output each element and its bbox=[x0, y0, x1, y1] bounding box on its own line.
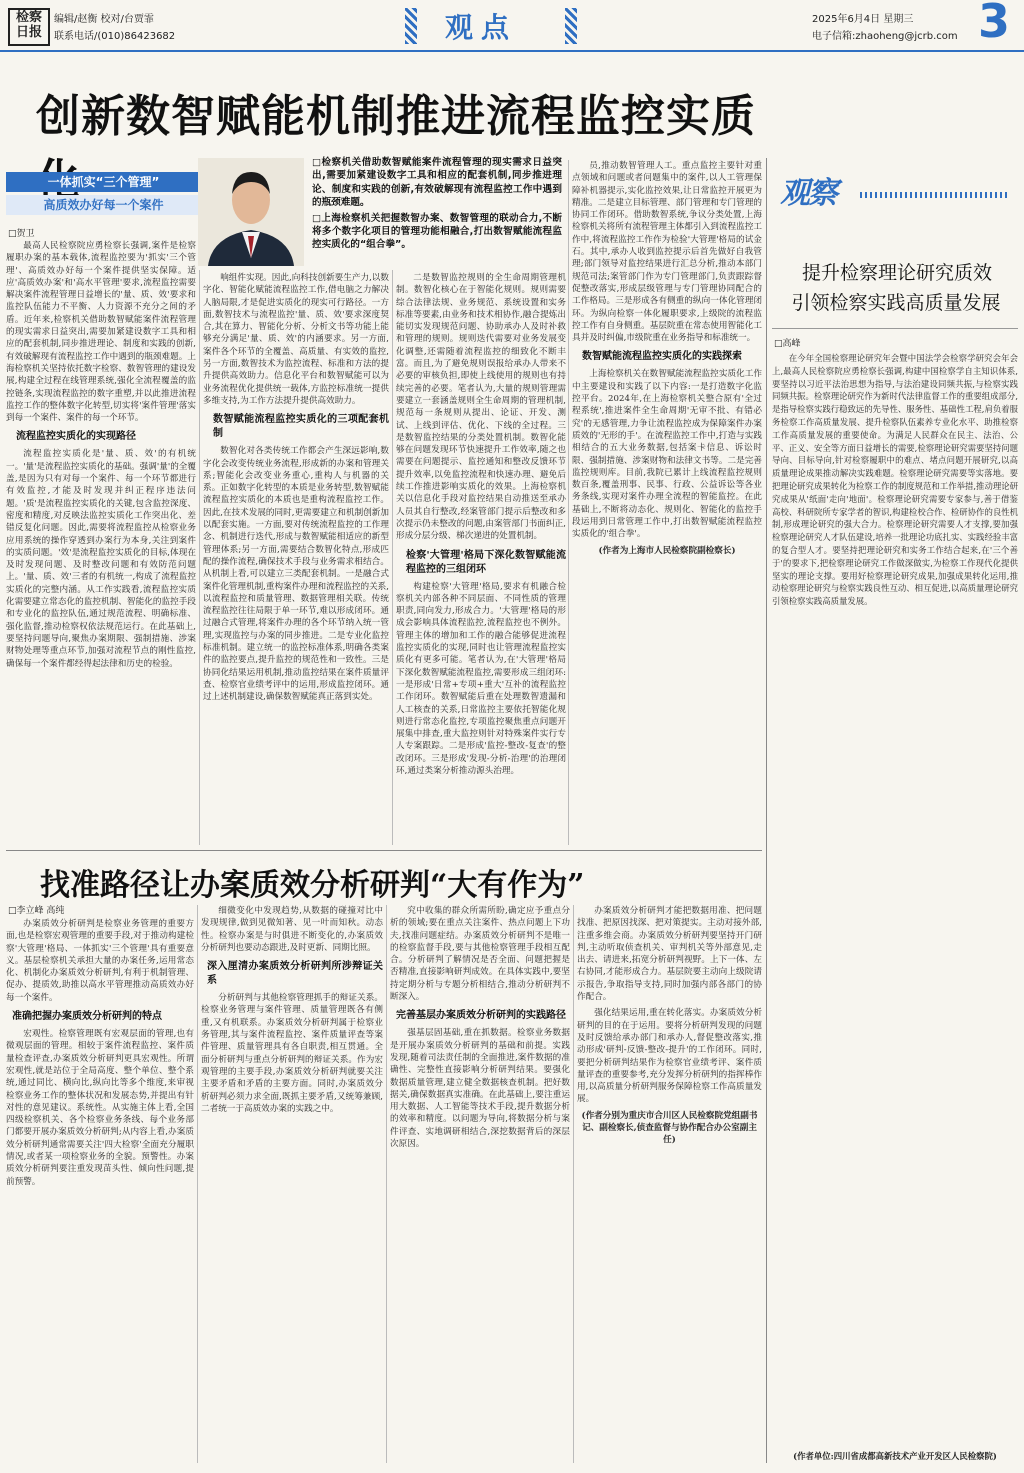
newspaper-logo: 检察日报 bbox=[8, 8, 50, 46]
sidebar-body-text: 在今年全国检察理论研究年会暨中国法学会检察学研究会年会上,最高人民检察院应勇检察长强调,构建中国检察学自主知识体系,要坚持以习近平法治思想为指导,与法治建设同频共振,与检察实践同频共振。检察理论研究作为新时代法律监督工作的重要组成部分,是指导检察实践行稳致远的先导性、服务性、基础性工程,肩负着服务检察工作高质量发展、提升检察队伍素养专业化水平、助推检察工作高质量发展的重要使命。为满足人民群众在民主、法治、公平、正义、安全等方面日益增长的需要,检察理论研究需要坚持问题导向、目标导向,针对检察履职中的难点、堵点问题开展研究,以高质量理论成果推动解决实践难题。检察理论研究需要等实落地。要把理论研究成果转化为检察工作的制度规范和工作举措,推动理论研究成果从'纸面'走向'地面'。检察理论研究需要专家参与,善于借鉴高校、科研院所专家学者的智识,构建检校合作、检研协作的良性机制,形成理论研究的强大合力。检察理论研究需要人才支撑,要加强检察理论研究人才队伍建设,培养一批理论功底扎实、实践经验丰富的复合型人才。要坚持把理论研究和实务工作结合起来,在'三个善于'的要求下,把检察理论研究工作做深做实,为检察工作现代化提供坚实的理论支撑。要用好检察理论研究成果,加强成果转化运用,推动检察理论研究与检察实践良性互动、相互促进,以高质量理论研究引领检察实践高质量发展。 bbox=[772, 353, 1018, 607]
author-portrait-icon bbox=[198, 158, 304, 266]
col-divider bbox=[392, 270, 393, 845]
article1-col4 bbox=[572, 160, 762, 845]
article2-title: 找准路径让办案质效分析研判“大有作为” bbox=[40, 868, 585, 903]
kicker-box bbox=[6, 172, 201, 216]
article2-col3-subhead: 完善基层办案质效分析研判的实践路径 bbox=[396, 1010, 566, 1022]
article2-col4-para1: 办案质效分析研判才能把数据用准、把问题找准、把原因找深、把对策提实。主动对接外部,注重多维会商。办案质效分析研判要坚持开门研判,主动听取侦查机关、审判机关等外部意见,走出去、请进来,拓宽分析研判视野。上下一体、左右协同,才能形成合力。基层院要主动向上级院请示报告,争取指导支持,同时加强内部各部门的协作配合。 bbox=[577, 906, 762, 1003]
sidebar-body bbox=[772, 352, 1018, 1442]
sidebar-divider bbox=[766, 158, 767, 1463]
article1-col4-para2: 上海检察机关在数智赋能流程监控实质化工作中主要建设和实践了以下内容:一是打造数字化监控平台。2024年,在上海检察机关整合原有'全过程系统',推进案件全生命周期'无审不批、有错必究'的无感管理,力争让流程监控成为保障案件办案质效的'无形的手'。在流程监控工作中,打造与实践相结合的五大业务数据,包括案卡信息、诉讼时限、强制措施、涉案财物和法律文书等。二是完善监控规则库。目前,我院已累计上线流程监控规则数百条,覆盖刑事、民事、行政、公益诉讼等各业务条线,实现对案件办理全流程的智能监控。在此基础上,不断将动态化、规则化、智能化的监控手段运用到日常管理工作中,打出数智赋能流程监控实质化的'组合拳'。 bbox=[572, 369, 762, 540]
sidebar-logo: 观察 bbox=[780, 176, 836, 211]
article2-col4 bbox=[577, 905, 762, 1463]
author-photo bbox=[198, 158, 304, 266]
sidebar-logo-stripe bbox=[860, 192, 1010, 198]
pull-quote bbox=[312, 156, 562, 274]
article2-col2 bbox=[201, 905, 383, 1463]
article1-col3 bbox=[396, 272, 566, 845]
article1-author: □贺卫 bbox=[8, 229, 35, 239]
article1-col2-subhead: 数智赋能流程监控实质化的三项配套机制 bbox=[213, 414, 389, 440]
page-number: 3 bbox=[978, 0, 1011, 48]
sidebar-title-rule bbox=[772, 328, 1018, 329]
article2-col1-para2: 宏观性。检察管理既有宏观层面的管理,也有微观层面的管理。相较于案件流程监控、案件质量检查评查,办案质效分析研判更具宏观性。所谓宏观性,就是站位于全局高度、整个单位、整个系统,通过同比、横向比,纵向比等多个维度,来审视检察业务工作的整体状况和发展态势,并提出有针对性的意见建议。系统性。从实施主体上看,全国四级检察机关、各个检察业务条线、每个业务部门都要开展办案质效分析研判;从内容上看,办案质效分析研判通常需要关注'四大检察'全面充分履职情况,或者某一项检察业务的全貌。预警性。办案质效分析研判要注重发现苗头性、倾向性问题,提前预警。 bbox=[6, 1029, 194, 1187]
kicker-line1: 一体抓实“三个管理” bbox=[6, 172, 201, 192]
contact-email: 电子信箱:zhaoheng@jcrb.com bbox=[812, 31, 958, 42]
pull-quote-2: □上海检察机关把握数智办案、数智管理的联动合力,不断将多个数字化项目的管理功能相融合,打出数智赋能流程监控实质化的“组合拳”。 bbox=[312, 212, 562, 251]
article1-col3-para2: 构建检察'大管理'格局,要求有机融合检察机关内部各种不同层面、不同性质的管理职责,同向发力,形成合力。'大管理'格局的形成会影响具体流程监控,流程监控也不例外。管理主体的增加和工作的融合能够促进流程监控实质化的实现,同时也让管理流程监控实质化有更多可能。笔者认为,在'大管理'格局下深化数智赋能流程监控,需要形成三组闭环:一是形成'日常+专项+重大'互补的流程监控工作闭环。数智赋能后重在处理数智遗漏和人工核查的关系,日常监控主要依托智能化规则进行常态化监控,专项监控聚焦重点问题开展集中排查,重大监控则针对特殊案件实行专人专案跟踪。二是形成'监控-整改-复查'的整改闭环。三是形成'发现-分析-治理'的治理闭环,通过类案分析推动源头治理。 bbox=[396, 581, 566, 776]
sidebar-author: □高峰 bbox=[774, 339, 801, 349]
article1-col2-para2: 数智化对各类传统工作都会产生深远影响,数字化会改变传统业务流程,形成新的办案和管理关系;智能化会改变业务重心,重构人与机器的关系。正如数字化转型的本质是业务转型,数智赋能流程监控实质化的本质也是重构流程监控工作。因此,在技术发展的同时,更需要建立和机制创新加以配套实施。一方面,要对传统流程监控的工作理念、机制进行迭代,形成与数智赋能相适应的新型管理体系;另一方面,需要结合数智化特点,形成匹配的操作流程,确保技术手段与业务需求相结合。从机制上看,可以建立三类配套机制。一是融合式案件化管理机制,重构案件办理和流程监控的关系,以流程监控和质量管理、数据管理相关联。传统流程监控往往局限于单一环节,难以形成闭环。通过融合式管理,将案件办理的各个环节纳入统一管理,实现监控与办案的同步推进。二是专业化监控标准机制。建立统一的监控标准体系,明确各类案件的监控要点,提升监控的规范性和一致性。三是协同化结果运用机制,推动监控结果在案件质量评查、检察官业绩考评中的运用,形成监控闭环。通过上述机制建设,确保数智赋能真正落到实处。 bbox=[203, 446, 389, 703]
col-divider bbox=[573, 905, 574, 1463]
article2-col2-subhead: 深入厘清办案质效分析研判所涉辩证关系 bbox=[207, 961, 383, 987]
issue-date: 2025年6月4日 星期三 bbox=[812, 14, 914, 25]
article1-col1-para2: 流程监控实质化是'量、质、效'的有机统一。'量'是流程监控实质化的基础。强调'量'的全覆盖,是因为只有对每一个案件、每一个环节都进行有效监控,才能及时发现并纠正程序违法问题。'质'是流程监控实质化的关键,包含监控深度、密度和精度,对反映法监控实质化工作突出化、差错反复化问题。因此,需要将流程监控从检察业务应用系统的操作穿透到办案行为本身,关注到案件的实质问题。'效'是流程监控实质化的目标,体现在及时发现问题、及时整改问题和有效防范问题上。'量、质、效'三者的有机统一,构成了流程监控实质化的完整内涵。从工作实践看,流程监控实质化需要建立常态化的监控机制、智能化的监控手段和专业化的监控队伍,通过规范流程、明确标准、强化监督,推动检察权依法规范运行。在此基础上,要坚持问题导向,聚焦办案期限、强制措施、涉案财物处理等重点环节,加强对流程节点的刚性监控,确保每一个案件都经得起法律和历史的检验。 bbox=[6, 449, 196, 669]
article1-col4-subhead: 数智赋能流程监控实质化的实践探索 bbox=[582, 351, 742, 363]
article1-byline: (作者为上海市人民检察院副检察长) bbox=[598, 545, 736, 556]
article2-col1 bbox=[6, 918, 194, 1463]
article1-col1-subhead: 流程监控实质化的实现路径 bbox=[16, 431, 136, 443]
masthead bbox=[0, 0, 1024, 50]
article2-col3 bbox=[390, 905, 570, 1463]
article1-col1 bbox=[6, 240, 196, 845]
phone-line: 联系电话/(010)86423682 bbox=[54, 31, 176, 42]
col-divider bbox=[568, 160, 569, 845]
sidebar-byline: (作者单位:四川省成都高新技术产业开发区人民检察院) bbox=[793, 1451, 997, 1461]
article1-title: 创新数智赋能机制推进流程监控实质 bbox=[36, 91, 756, 142]
article1-col4-para1: 员,推动数智管理人工。重点监控主要针对重点领域和问题或者问题集中的案件,以人工管理保障补机器提示,实化监控效果,让日常监控开展更为精准。二是建立目标管理、部门管理和专门管理的协同工作闭环。借助数智系统,争议分类处置,上海检察机关将所有流程管理主体都引入到流程监控工作中,将流程监控工作作为检验'大管理'格局的试金石。其中,承办人收到监控提示后首先做好自我管理;部门领导对监控结果进行汇总分析,推动本部门规范司法;案管部门作为专门管理部门,负责跟踪督促整改落实,形成层级管理与专门管理协同配合的工作格局。三是形成各有侧重的纵向一体化管理闭环。为纵向检察一体化履职要求,上级院的流程监控工作有自身侧重。基层院重在常态使用智能化工具并及时纠偏,市级院重在业务指导和标准统一。 bbox=[572, 161, 762, 344]
article2-col3-para2: 强基层固基础,重在抓数据。检察业务数据是开展办案质效分析研判的基础和前提。实践发现,随着司法责任制的全面推进,案件数据的准确性、完整性直接影响分析研判结果。要强化数据质量管理,建立健全数据核查机制。把好数据关,确保数据真实准确。在此基础上,要注重运用大数据、人工智能等技术手段,提升数据分析的效率和精度。以问题为导向,将数据分析与案件评查、实地调研相结合,深挖数据背后的深层次原因。 bbox=[390, 1028, 570, 1150]
article1-col2 bbox=[203, 272, 389, 845]
article2-col2-para1: 细微变化中发现趋势,从数据的碰撞对比中发现规律,做到见微知著、见一叶而知秋。动态性。检察办案是与时俱进不断变化的,办案质效分析研判也要动态跟进,及时更新、同期比照。 bbox=[201, 906, 383, 953]
article1-col1-para1: 最高人民检察院应勇检察长强调,案件是检察履职办案的基本载体,流程监控要为'抓实'三个管理'、高质效办好每一个案件提供坚实保障。适应'高质效办案'和'高水平管理'要求,流程监控需要解决案件流程管理日益增长的'量、质、效'要求和监控队伍能力不平衡、人力资源不充分之间的矛盾。近年来,检察机关借助数智赋能案件流程管理的现实需求日益突出,需要加紧建设数字工具和相应的配套机制,同步推进理论、制度和实践的创新,有效破解现有流程监控工作中遇到的瓶颈难题。上海检察机关坚持依托数字检察、数智管理的建设发展,构建全过程在线管理系统,强化全流程覆盖的监控链条,实现流程监控的数字重塑,并以此推进流程监控工作的整体数字化转型,切实将'案件管理'落实到每一个案件、案件的每一个环节。 bbox=[6, 241, 196, 424]
col-divider bbox=[199, 270, 200, 845]
banner-stripe-left bbox=[405, 8, 417, 44]
article2-col1-subhead: 准确把握办案质效分析研判的特点 bbox=[12, 1011, 162, 1023]
kicker-line2: 高质效办好每一个案件 bbox=[6, 195, 201, 215]
col-divider bbox=[386, 905, 387, 1463]
editor-line: 编辑/赵衡 校对/台贾霏 bbox=[54, 14, 154, 25]
article2-author: □李立峰 高纯 bbox=[8, 906, 65, 916]
masthead-rule bbox=[0, 50, 1024, 52]
article2-col4-para2: 强化结果运用,重在转化落实。办案质效分析研判的目的在于运用。要将分析研判发现的问题及时反馈给承办部门和承办人,督促整改落实,推动形成'研判-反馈-整改-提升'的工作闭环。同时,要把分析研判结果作为检察官业绩考评、案件质量评查的重要参考,充分发挥分析研判的指挥棒作用,以高质量分析研判服务保障检察工作高质量发展。 bbox=[577, 1008, 762, 1105]
sidebar-title-2: 引领检察实践高质量发展 bbox=[791, 292, 1001, 314]
article1-col3-subhead: 检察'大管理'格局下深化数智赋能流程监控的三组闭环 bbox=[406, 549, 566, 575]
sidebar-title-1: 提升检察理论研究质效 bbox=[801, 262, 992, 284]
article1-col3-para1: 二是数智监控规则的全生命周期管理机制。数智化核心在于智能化规则。规则需要综合法律法规、业务规范、系统设置和实务标准等要素,由业务和技术相协作,融合提炼出能切实发现规范问题、协助承办人及时补救和管理的规则。规则迭代需要对业务发展变化调整,还需随着流程监控的细致化不断丰富。而且,为了避免规则误报给承办人带来不必要的审核负担,即使上线使用的规则也有持续完善的必要。笔者认为,大量的规则管理需要建立一套涵盖规则全生命周期的管理机制,规范每一条规则从提出、论证、开发、测试、上线到评估、优化、下线的全过程。三是数智监控结果的分类处置机制。数智化能够在问题发现环节快速提升工作效率,随之也需要在问题提示、监控通知和整改反馈环节提升效率,以免监控流程和快速办理、避免后续工作推进影响实质化的效果。上海检察机关以信息化手段对监控结果自动推送至承办人员其自行整改,经案管部门提示后整改和多次提示仍未整改的问题,由案管部门书面纠正,形成分层分级、梯次递进的处置机制。 bbox=[396, 273, 566, 542]
pull-quote-1: □检察机关借助数智赋能案件流程管理的现实需求日益突出,需要加紧建设数字工具和相应的配套机制,同步推进理论、制度和实践的创新,有效破解现有流程监控工作中遇到的瓶颈难题。 bbox=[312, 157, 562, 209]
article2-col2-para2: 分析研判与其他检察管理抓手的辩证关系。检察业务管理与案件管理、质量管理既各有侧重,又有机联系。办案质效分析研判属于检察业务管理,其与案件流程监控、案件质量评查等案件管理、质量管理具有各自职责,相互贯通。全面分析研判与重点分析研判的辩证关系。作为宏观管理的主要手段,办案质效分析研判就要关注主要矛盾和矛盾的主要方面。同时,办案质效分析研判必须力求全面,既抓主要矛盾,又统筹兼顾,二者统一于高质效办案的实践之中。 bbox=[201, 993, 383, 1114]
banner-stripe-right bbox=[565, 8, 577, 44]
article1-col2-para1: 响组件实现。因此,向科技创新要生产力,以数字化、智能化赋能流程监控工作,借电脑之力解决人脑局限,才是促进实质化的现实可行路径。一方面,数智技术与流程监控'量、质、效'要求深度契合,其在算力、智能化分析、分析文书等功能上能够充分满足'量、质、效'的内涵要求。另一方面,案件各个环节的全覆盖、高质量、有实效的监控,另一方面,数智技术为监控流程、标准和方法的提升提供高效助力。信息化平台和数智赋能可以为业务流程优化提供统一载体,方监控标准统一提供多维支持,为工作方法提升提供高效助力。 bbox=[203, 273, 389, 406]
article2-col1-para1: 办案质效分析研判是检察业务管理的重要方面,也是检察宏观管理的重要手段,对于推动构建检察'大管理'格局、一体抓实'三个管理'具有重要意义。基层检察机关承担大量的办案任务,运用常态化、机制化办案质效分析研判,有利于机制管理、促办、提质效,助推以高水平管理推动高质效办好每一个案件。 bbox=[6, 919, 194, 1003]
article2-byline: (作者分别为重庆市合川区人民检察院党组副书记、副检察长,侦查监督与协作配合办公室副主任) bbox=[581, 1110, 758, 1146]
article-separator bbox=[6, 850, 762, 851]
section-title: 观点 bbox=[445, 11, 518, 44]
col-divider bbox=[197, 905, 198, 1463]
section-banner bbox=[405, 8, 585, 44]
article2-col3-para1: 究中收集的群众所需所盼,确定应予重点分析的领域;要在重点关注案件、热点问题上下功夫,找准问题症结。办案质效分析研判不是唯一的检察监督手段,要与其他检察管理手段相互配合。分析研判了解情况是否全面、问题把握是否精准,直接影响研判成效。在具体实践中,要坚持定期分析与专题分析相结合,推动分析研判不断深入。 bbox=[390, 906, 570, 1003]
